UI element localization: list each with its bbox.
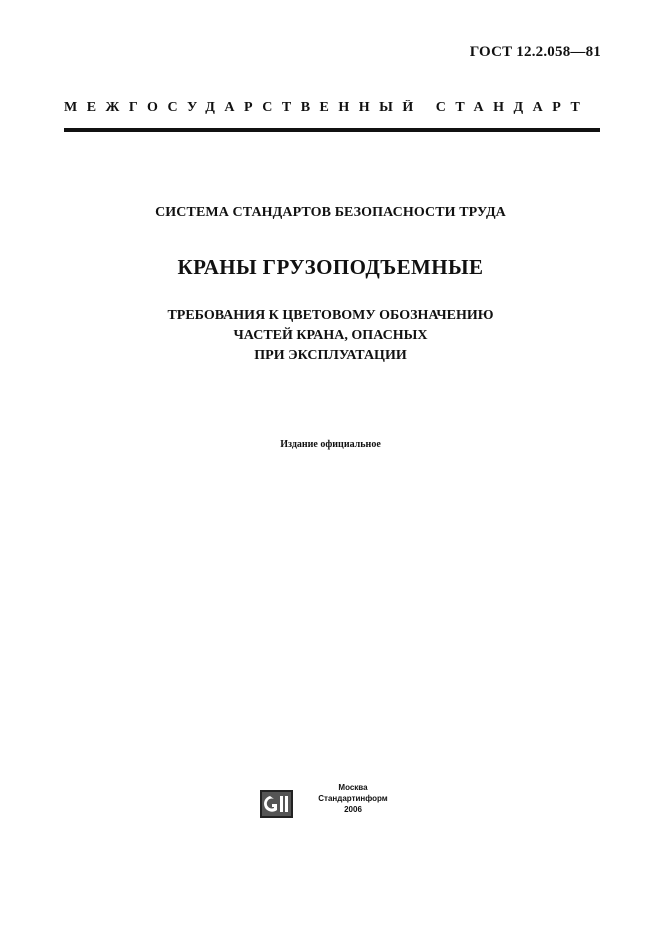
edition-note: Издание официальное — [280, 439, 381, 450]
interstate-standard-header: МЕЖГОСУДАРСТВЕННЫЙ СТАНДАРТ — [64, 100, 590, 115]
standartinform-logo-icon — [260, 790, 293, 818]
subtitle — [0, 306, 661, 366]
subtitle-line-1: ТРЕБОВАНИЯ К ЦВЕТОВОМУ ОБОЗНАЧЕНИЮ — [167, 308, 494, 323]
subtitle-line-3: ПРИ ЭКСПЛУАТАЦИИ — [254, 348, 407, 363]
system-title: СИСТЕМА СТАНДАРТОВ БЕЗОПАСНОСТИ ТРУДА — [155, 205, 506, 220]
subtitle-line-2: ЧАСТЕЙ КРАНА, ОПАСНЫХ — [233, 328, 428, 343]
publisher-name: Стандартинформ — [318, 794, 388, 803]
publication-year: 2006 — [344, 805, 362, 814]
publisher-imprint — [308, 782, 398, 815]
header-divider — [64, 128, 600, 132]
publisher-city: Москва — [338, 783, 368, 792]
document-number: ГОСТ 12.2.058—81 — [469, 44, 601, 60]
main-title: КРАНЫ ГРУЗОПОДЪЕМНЫЕ — [177, 255, 484, 279]
publisher-block — [260, 778, 410, 828]
